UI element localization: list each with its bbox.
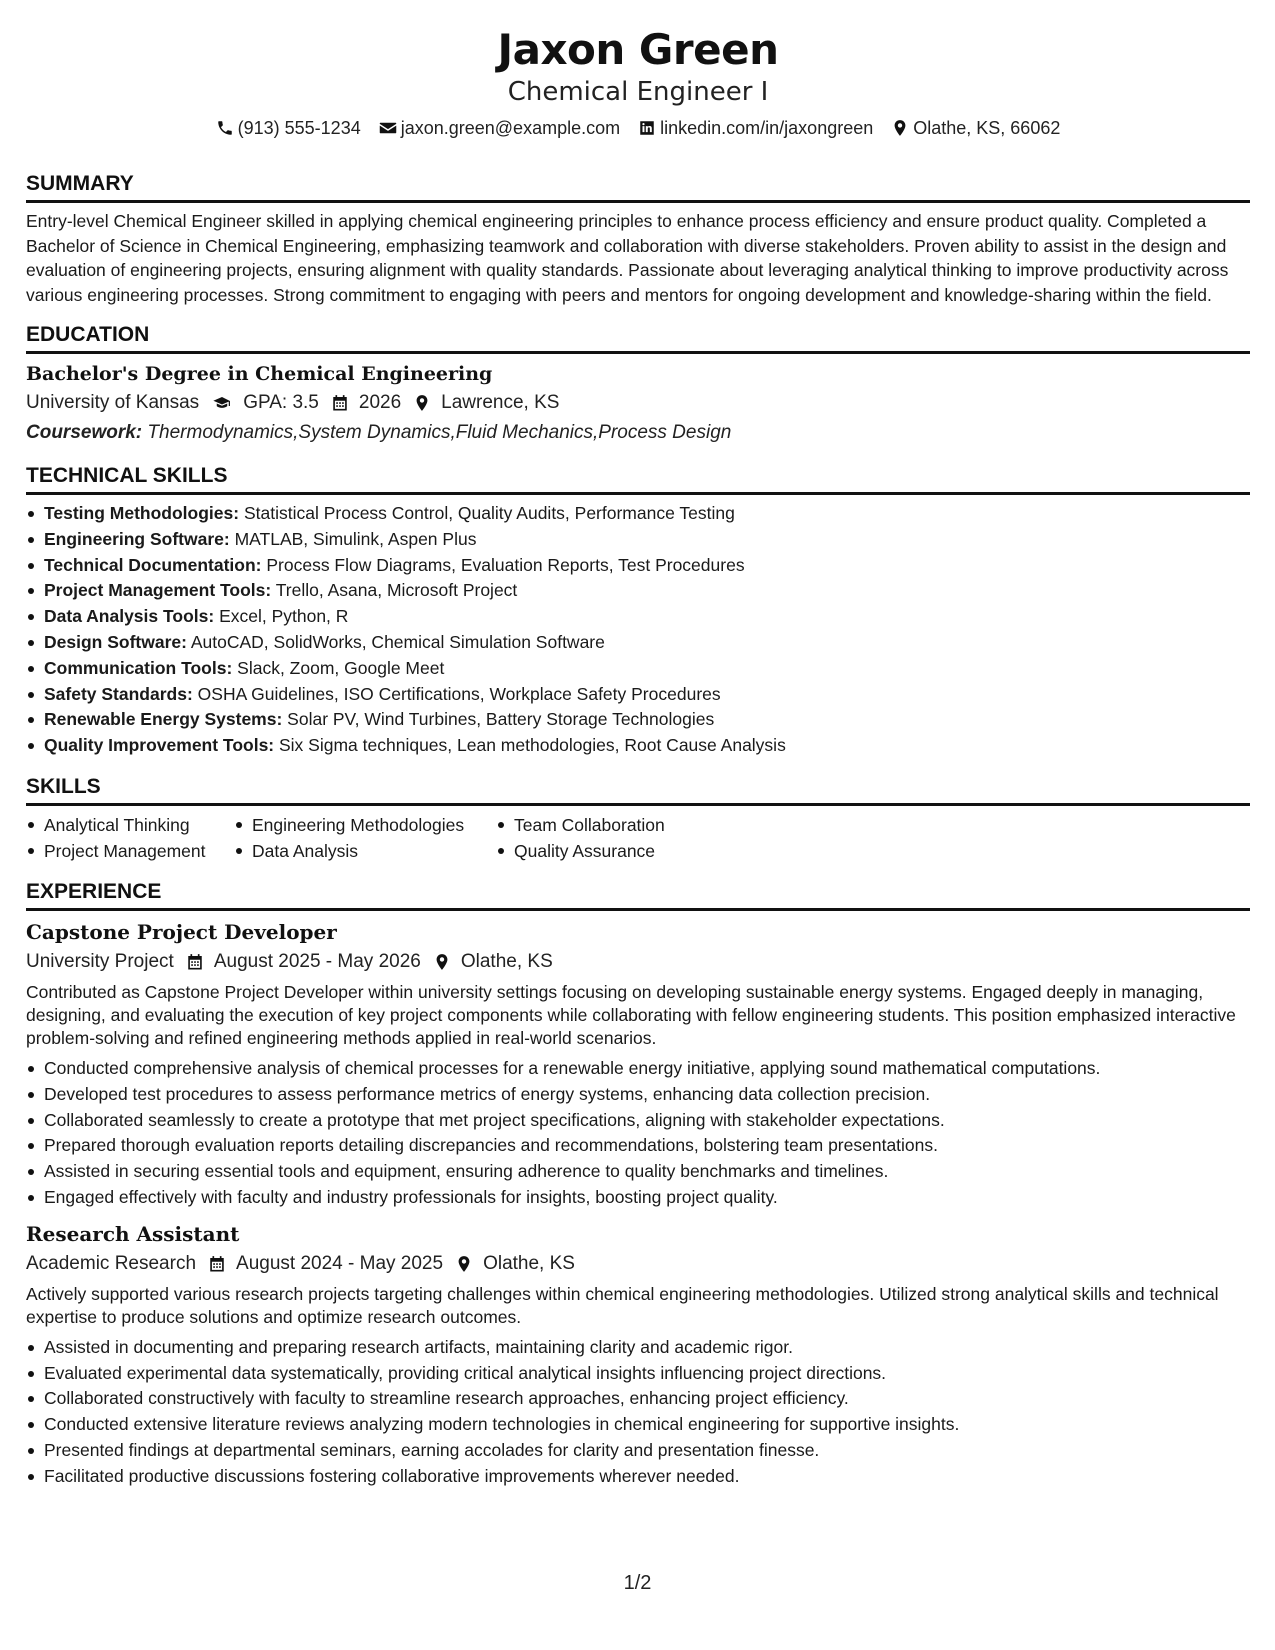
contact-bar <box>26 116 1250 140</box>
phone-text: (913) 555-1234 <box>237 118 361 138</box>
list-item <box>26 604 1250 630</box>
calendar-icon <box>186 953 204 971</box>
job-title: Capstone Project Developer <box>26 919 337 944</box>
gpa-item <box>211 388 319 418</box>
job-location: Olathe, KS <box>460 950 553 972</box>
skill-values: Slack, Zoom, Google Meet <box>237 657 445 678</box>
list-item: Presented findings at departmental seminars, earning accolades for clarity and presentation finesse. <box>26 1438 1250 1464</box>
list-item <box>26 656 1250 682</box>
skill-category: Quality Improvement Tools: <box>44 735 275 756</box>
job-dates: August 2024 - May 2025 <box>236 1252 444 1274</box>
coursework <box>26 418 1250 448</box>
skill-values: Six Sigma techniques, Lean methodologies, Root Cause Analysis <box>279 735 786 756</box>
section-heading-technical-skills: TECHNICAL SKILLS <box>26 462 1250 495</box>
list-item: Facilitated productive discussions fostering collaborative improvements wherever needed. <box>26 1464 1250 1490</box>
candidate-name: Jaxon Green <box>497 25 779 74</box>
job-entry <box>26 1219 1250 1490</box>
list-item: Developed test procedures to assess performance metrics of energy systems, enhancing data collection precision. <box>26 1082 1250 1108</box>
list-item <box>26 553 1250 579</box>
education-section <box>26 321 1250 448</box>
linkedin-text: linkedin.com/in/jaxongreen <box>660 118 874 138</box>
map-pin-icon <box>413 394 431 412</box>
skills-grid <box>26 812 1250 864</box>
location-text: Olathe, KS, 66062 <box>913 118 1061 138</box>
job-description: Actively supported various research projects targeting challenges within chemical engineering methodologies. Utilized strong analytical skills and technical expertise to produce solutions and optimize research outcomes. <box>26 1283 1219 1327</box>
contact-phone <box>216 116 361 140</box>
skills-section <box>26 773 1250 864</box>
candidate-title: Chemical Engineer I <box>507 77 769 107</box>
list-item: Prepared thorough evaluation reports detailing discrepancies and recommendations, bolstering team presentations. <box>26 1133 1250 1159</box>
skill-category: Design Software: <box>44 631 187 652</box>
job-location-item <box>433 947 553 977</box>
skill-category: Renewable Energy Systems: <box>44 709 283 730</box>
summary-section <box>26 170 1250 307</box>
list-item <box>26 733 1250 759</box>
resume-page <box>26 22 1250 1490</box>
job-dates-item <box>186 947 421 977</box>
section-heading-experience: EXPERIENCE <box>26 878 1250 911</box>
coursework-label: Coursework: <box>26 422 143 443</box>
job-org: Academic Research <box>26 1252 197 1274</box>
skill-values: Solar PV, Wind Turbines, Battery Storage Technologies <box>287 709 715 730</box>
contact-linkedin[interactable] <box>638 116 873 140</box>
skill-item: Analytical Thinking <box>26 812 234 838</box>
job-location-item <box>455 1249 575 1279</box>
degree-title: Bachelor's Degree in Chemical Engineering <box>26 363 493 385</box>
skill-item: Project Management <box>26 838 234 864</box>
skill-category: Technical Documentation: <box>44 554 262 575</box>
coursework-list: Thermodynamics,System Dynamics,Fluid Mechanics,Process Design <box>147 422 732 443</box>
skill-category: Data Analysis Tools: <box>44 606 215 627</box>
calendar-icon <box>331 394 349 412</box>
skill-item: Team Collaboration <box>496 812 796 838</box>
skill-category: Project Management Tools: <box>44 580 272 601</box>
list-item: Conducted comprehensive analysis of chemical processes for a renewable energy initiative, applying sound mathematical computations. <box>26 1056 1250 1082</box>
job-org: University Project <box>26 950 174 972</box>
skill-values: MATLAB, Simulink, Aspen Plus <box>234 528 477 549</box>
list-item: Conducted extensive literature reviews analyzing modern technologies in chemical engineering for supportive insights. <box>26 1412 1250 1438</box>
job-description: Contributed as Capstone Project Developer within university settings focusing on developing sustainable energy systems. Engaged deeply in managing, designing, and evaluating the execution of key project components while collaborating with fellow engineering students. This position emphasized interactive problem-solving and refined engineering methods applied in real-world scenarios. <box>26 981 1236 1048</box>
map-pin-icon <box>455 1255 473 1273</box>
list-item <box>26 501 1250 527</box>
section-heading-skills: SKILLS <box>26 773 1250 806</box>
skill-category: Testing Methodologies: <box>44 503 240 523</box>
skill-values: Trello, Asana, Microsoft Project <box>275 580 518 601</box>
experience-section <box>26 878 1250 1490</box>
skill-item: Quality Assurance <box>496 838 796 864</box>
contact-location <box>891 116 1060 140</box>
edu-location-item <box>413 388 559 418</box>
skill-category: Communication Tools: <box>44 657 233 678</box>
year-text: 2026 <box>358 392 402 413</box>
graduation-cap-icon <box>211 394 233 412</box>
edu-location-text: Lawrence, KS <box>441 392 560 413</box>
list-item: Evaluated experimental data systematically, providing critical analytical insights influencing project directions. <box>26 1361 1250 1387</box>
skill-values: Statistical Process Control, Quality Audits, Performance Testing <box>243 503 735 523</box>
job-entry <box>26 917 1250 1211</box>
list-item <box>26 682 1250 708</box>
school-name: University of Kansas <box>26 392 200 413</box>
page-number: 1/2 <box>623 1572 652 1594</box>
linkedin-icon <box>638 119 656 137</box>
skill-values: AutoCAD, SolidWorks, Chemical Simulation Software <box>190 631 605 652</box>
list-item: Collaborated seamlessly to create a prototype that met project specifications, aligning with stakeholder expectations. <box>26 1108 1250 1134</box>
job-meta <box>26 1249 1250 1279</box>
envelope-icon <box>379 119 397 137</box>
skill-values: Process Flow Diagrams, Evaluation Reports, Test Procedures <box>266 554 745 575</box>
job-dates-item <box>208 1249 443 1279</box>
map-pin-icon <box>891 119 909 137</box>
job-meta <box>26 947 1250 977</box>
map-pin-icon <box>433 953 451 971</box>
email-text: jaxon.green@example.com <box>400 118 621 138</box>
list-item: Assisted in documenting and preparing research artifacts, maintaining clarity and academic rigor. <box>26 1335 1250 1361</box>
list-item <box>26 707 1250 733</box>
job-location: Olathe, KS <box>483 1252 575 1274</box>
job-bullets <box>26 1056 1250 1211</box>
technical-skills-section <box>26 462 1250 759</box>
education-meta <box>26 388 1250 418</box>
skill-values: OSHA Guidelines, ISO Certifications, Workplace Safety Procedures <box>197 683 721 704</box>
list-item <box>26 578 1250 604</box>
section-heading-education: EDUCATION <box>26 321 1250 354</box>
job-bullets <box>26 1335 1250 1490</box>
list-item: Engaged effectively with faculty and industry professionals for insights, boosting project quality. <box>26 1185 1250 1211</box>
calendar-icon <box>208 1255 226 1273</box>
year-item <box>331 388 401 418</box>
skill-item: Engineering Methodologies <box>234 812 496 838</box>
skill-values: Excel, Python, R <box>219 606 349 627</box>
list-item: Collaborated constructively with faculty to streamline research approaches, enhancing project efficiency. <box>26 1386 1250 1412</box>
resume-header <box>26 22 1250 140</box>
summary-text: Entry-level Chemical Engineer skilled in applying chemical engineering principles to enhance process efficiency and ensure product quality. Completed a Bachelor of Science in Chemical Engineering, emphasizing teamwork and collaboration with diverse stakeholders. Proven ability to assist in the design and evaluation of engineering projects, ensuring alignment with quality standards. Passionate about leveraging analytical thinking to improve productivity across various engineering processes. Strong commitment to engaging with peers and mentors for ongoing development and knowledge-sharing within the field. <box>26 211 1229 305</box>
list-item <box>26 630 1250 656</box>
contact-email[interactable] <box>379 116 620 140</box>
skill-item: Data Analysis <box>234 838 496 864</box>
phone-icon <box>216 119 234 137</box>
job-dates: August 2025 - May 2026 <box>213 950 421 972</box>
skill-category: Safety Standards: <box>44 683 193 704</box>
list-item: Assisted in securing essential tools and equipment, ensuring adherence to quality benchmarks and timelines. <box>26 1159 1250 1185</box>
skill-category: Engineering Software: <box>44 528 230 549</box>
gpa-text: GPA: 3.5 <box>243 392 319 413</box>
list-item <box>26 527 1250 553</box>
job-title: Research Assistant <box>26 1221 240 1246</box>
technical-skills-list <box>26 501 1250 759</box>
section-heading-summary: SUMMARY <box>26 170 1250 203</box>
